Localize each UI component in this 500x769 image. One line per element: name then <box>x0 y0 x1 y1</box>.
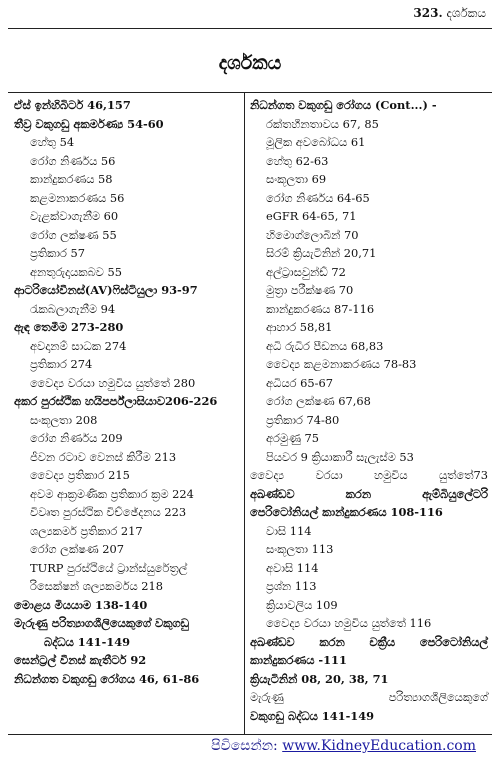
column-divider <box>244 92 245 734</box>
index-entry: කාන්දුකරණය 87-116 <box>266 301 375 316</box>
index-entry: ඒස් ඉන්හිබිටර් 46,157 <box>14 98 131 112</box>
index-entry: රෝග නිර්ණය 209 <box>30 431 123 445</box>
page-title: දර්ශකය <box>218 52 282 74</box>
index-entry: හිමොග්ලොබින් 70 <box>266 227 359 242</box>
index-entry: රෝග නිර්ණය 56 <box>30 153 116 168</box>
index-entry: ප්‍රතිකාර 274 <box>30 357 93 371</box>
index-entry: වෛද්‍ය වරයා හමුවිය යුත්තේ73 <box>250 468 488 482</box>
header-section: දර්ශකය <box>446 6 486 20</box>
index-entry: පෙරිටෝනියල් කාන්දුකරණය 108-116 <box>250 505 443 519</box>
footer <box>211 738 476 754</box>
index-entry: ආහාර 58,81 <box>266 320 333 334</box>
index-entry: තීව්‍ර වකුගඩු අකර්මණ්‍ය 54-60 <box>14 116 164 131</box>
footer-label: පිවිසෙන්න: <box>211 738 283 754</box>
index-entry: රක්තහීනතාවය 67, 85 <box>266 116 379 131</box>
page-header <box>413 6 486 21</box>
page-number: 323. <box>413 6 443 20</box>
index-entry: මැරුණු පරිත්‍යාගශීලියෙකුගේ වකුගඩු <box>14 616 189 630</box>
index-entry: eGFR 64-65, 71 <box>266 209 357 223</box>
index-entry: සංකූලතා 208 <box>30 412 98 427</box>
index-entry: අල්ට්‍රාසවුන්ඩ් 72 <box>266 264 346 279</box>
index-entry: සංකූලතා 113 <box>266 542 334 556</box>
index-entry: අඛණ්ඩව කරන ඇම්බියුලේටරි <box>250 486 488 501</box>
index-entry: වාසි 114 <box>266 523 312 538</box>
index-column-right <box>250 96 488 725</box>
index-entry: මූලික අවබෝධය 61 <box>266 135 366 149</box>
index-entry: අඛණ්ඩව කරන චක්‍රීය පෙරිටෝනියල් <box>250 634 488 649</box>
index-entry: පියවර 9 ක්‍රියාකාරී සැලැස්ම 53 <box>266 449 414 464</box>
index-entry: විවෘත පුරස්ථික විච්ඡේදනය 223 <box>30 505 187 519</box>
index-entry: ක්‍රියැටිනින් 08, 20, 38, 71 <box>250 671 389 686</box>
footer-divider <box>8 734 492 735</box>
index-entry: කළමනාකරණය 56 <box>30 190 125 205</box>
index-entry: වෛද්‍ය කළමනාකරණය 78-83 <box>266 357 417 371</box>
index-entry: මොළය මියයාම 138-140 <box>14 597 148 612</box>
index-entry: මුත්‍රා පරීක්ෂණ 70 <box>266 283 354 297</box>
index-entry: කාන්දුකරණය 58 <box>30 172 113 186</box>
index-entry: රෝග ලක්ෂණ 207 <box>30 542 124 556</box>
index-entry: අවම ආක්‍රමණික ප්‍රතිකාර ක්‍රම 224 <box>30 486 194 501</box>
index-entry: නිධන්ගත වකුගඩු රෝගය 46, 61-86 <box>14 671 200 686</box>
index-entry: නිධන්ගත වකුගඩු රෝගය (Cont...) - <box>250 98 437 112</box>
index-entry: හේතු 54 <box>30 135 75 149</box>
index-entry: ඇඳ තෙමීම 273-280 <box>14 320 124 334</box>
index-entry: කාන්දුකරණය -111 <box>250 653 347 667</box>
index-entry: වකුගඩු බද්ධය 141-149 <box>250 708 375 723</box>
index-entry: සෙන්ට්‍රල් වීනස් කැතීටර් 92 <box>14 653 147 667</box>
index-entry: හේතු 62-63 <box>266 153 329 168</box>
index-column-left <box>14 96 246 688</box>
index-entry: අධියර 65-67 <box>266 375 333 390</box>
index-entry: ආටරියෝවීනස්(AV)ෆිස්ටියුලා 93-97 <box>14 283 198 297</box>
index-entry: රෝග ලක්ෂණ 55 <box>30 227 117 242</box>
index-entry: අධි රුධිර පීඩනය 68,83 <box>266 338 384 353</box>
index-entry: ක්‍රියාවලිය 109 <box>266 597 338 612</box>
index-entry: සිරම් ක්‍රියැටිනින් 20,71 <box>266 246 377 260</box>
index-entry: ප්‍රතිකාර 74-80 <box>266 412 340 427</box>
header-divider <box>8 28 492 29</box>
index-entry: අකර පුරස්ථික හයිපර්ප්ලාසියාව206-226 <box>14 394 218 408</box>
index-entry: වෛද්‍ය වරයා හමුවිය යුත්තේ 280 <box>30 375 196 390</box>
index-entry: රෝග ලක්ෂණ 67,68 <box>266 394 371 408</box>
index-entry: මැරුණු පරිත්‍යාගශීලියෙකුගේ <box>250 690 488 704</box>
index-entry: වෛද්‍ය වරයා හමුවිය යුත්තේ 116 <box>266 616 432 630</box>
index-entry: අනතුරුදායකබව 55 <box>30 264 122 279</box>
index-entry: රෝග නිර්ණය 64-65 <box>266 190 370 205</box>
index-entry: අවදානම් සාධක 274 <box>30 338 127 353</box>
index-entry: වෛද්‍ය ප්‍රතිකාර 215 <box>30 468 130 482</box>
title-divider <box>8 92 492 93</box>
index-entry: රැකබලාගැනීම 94 <box>30 301 116 316</box>
index-entry: රිසෙක්ෂන් ශල්‍යකර්මය 218 <box>30 579 164 593</box>
index-entry: TURP පුරස්ථියේ ට්‍රාන්ස්යුරේත්‍රල් <box>30 560 188 575</box>
index-entry: අරමුණු 75 <box>266 431 319 445</box>
index-entry: වැළක්වාගැනීම 60 <box>30 209 119 223</box>
index-entry: අවාසි 114 <box>266 560 319 575</box>
index-entry: ශල්‍යකර්ම ප්‍රතිකාර 217 <box>30 523 143 538</box>
index-entry: ප්‍රශ්න 113 <box>266 579 317 593</box>
index-entry: බද්ධය 141-149 <box>44 634 131 649</box>
footer-link[interactable]: www.KidneyEducation.com <box>282 738 476 754</box>
index-entry: ප්‍රතිකාර 57 <box>30 246 85 260</box>
index-entry: ජීවන රටාව වෙනස් කිරීම 213 <box>30 449 177 464</box>
index-entry: සංකූලතා 69 <box>266 172 327 186</box>
